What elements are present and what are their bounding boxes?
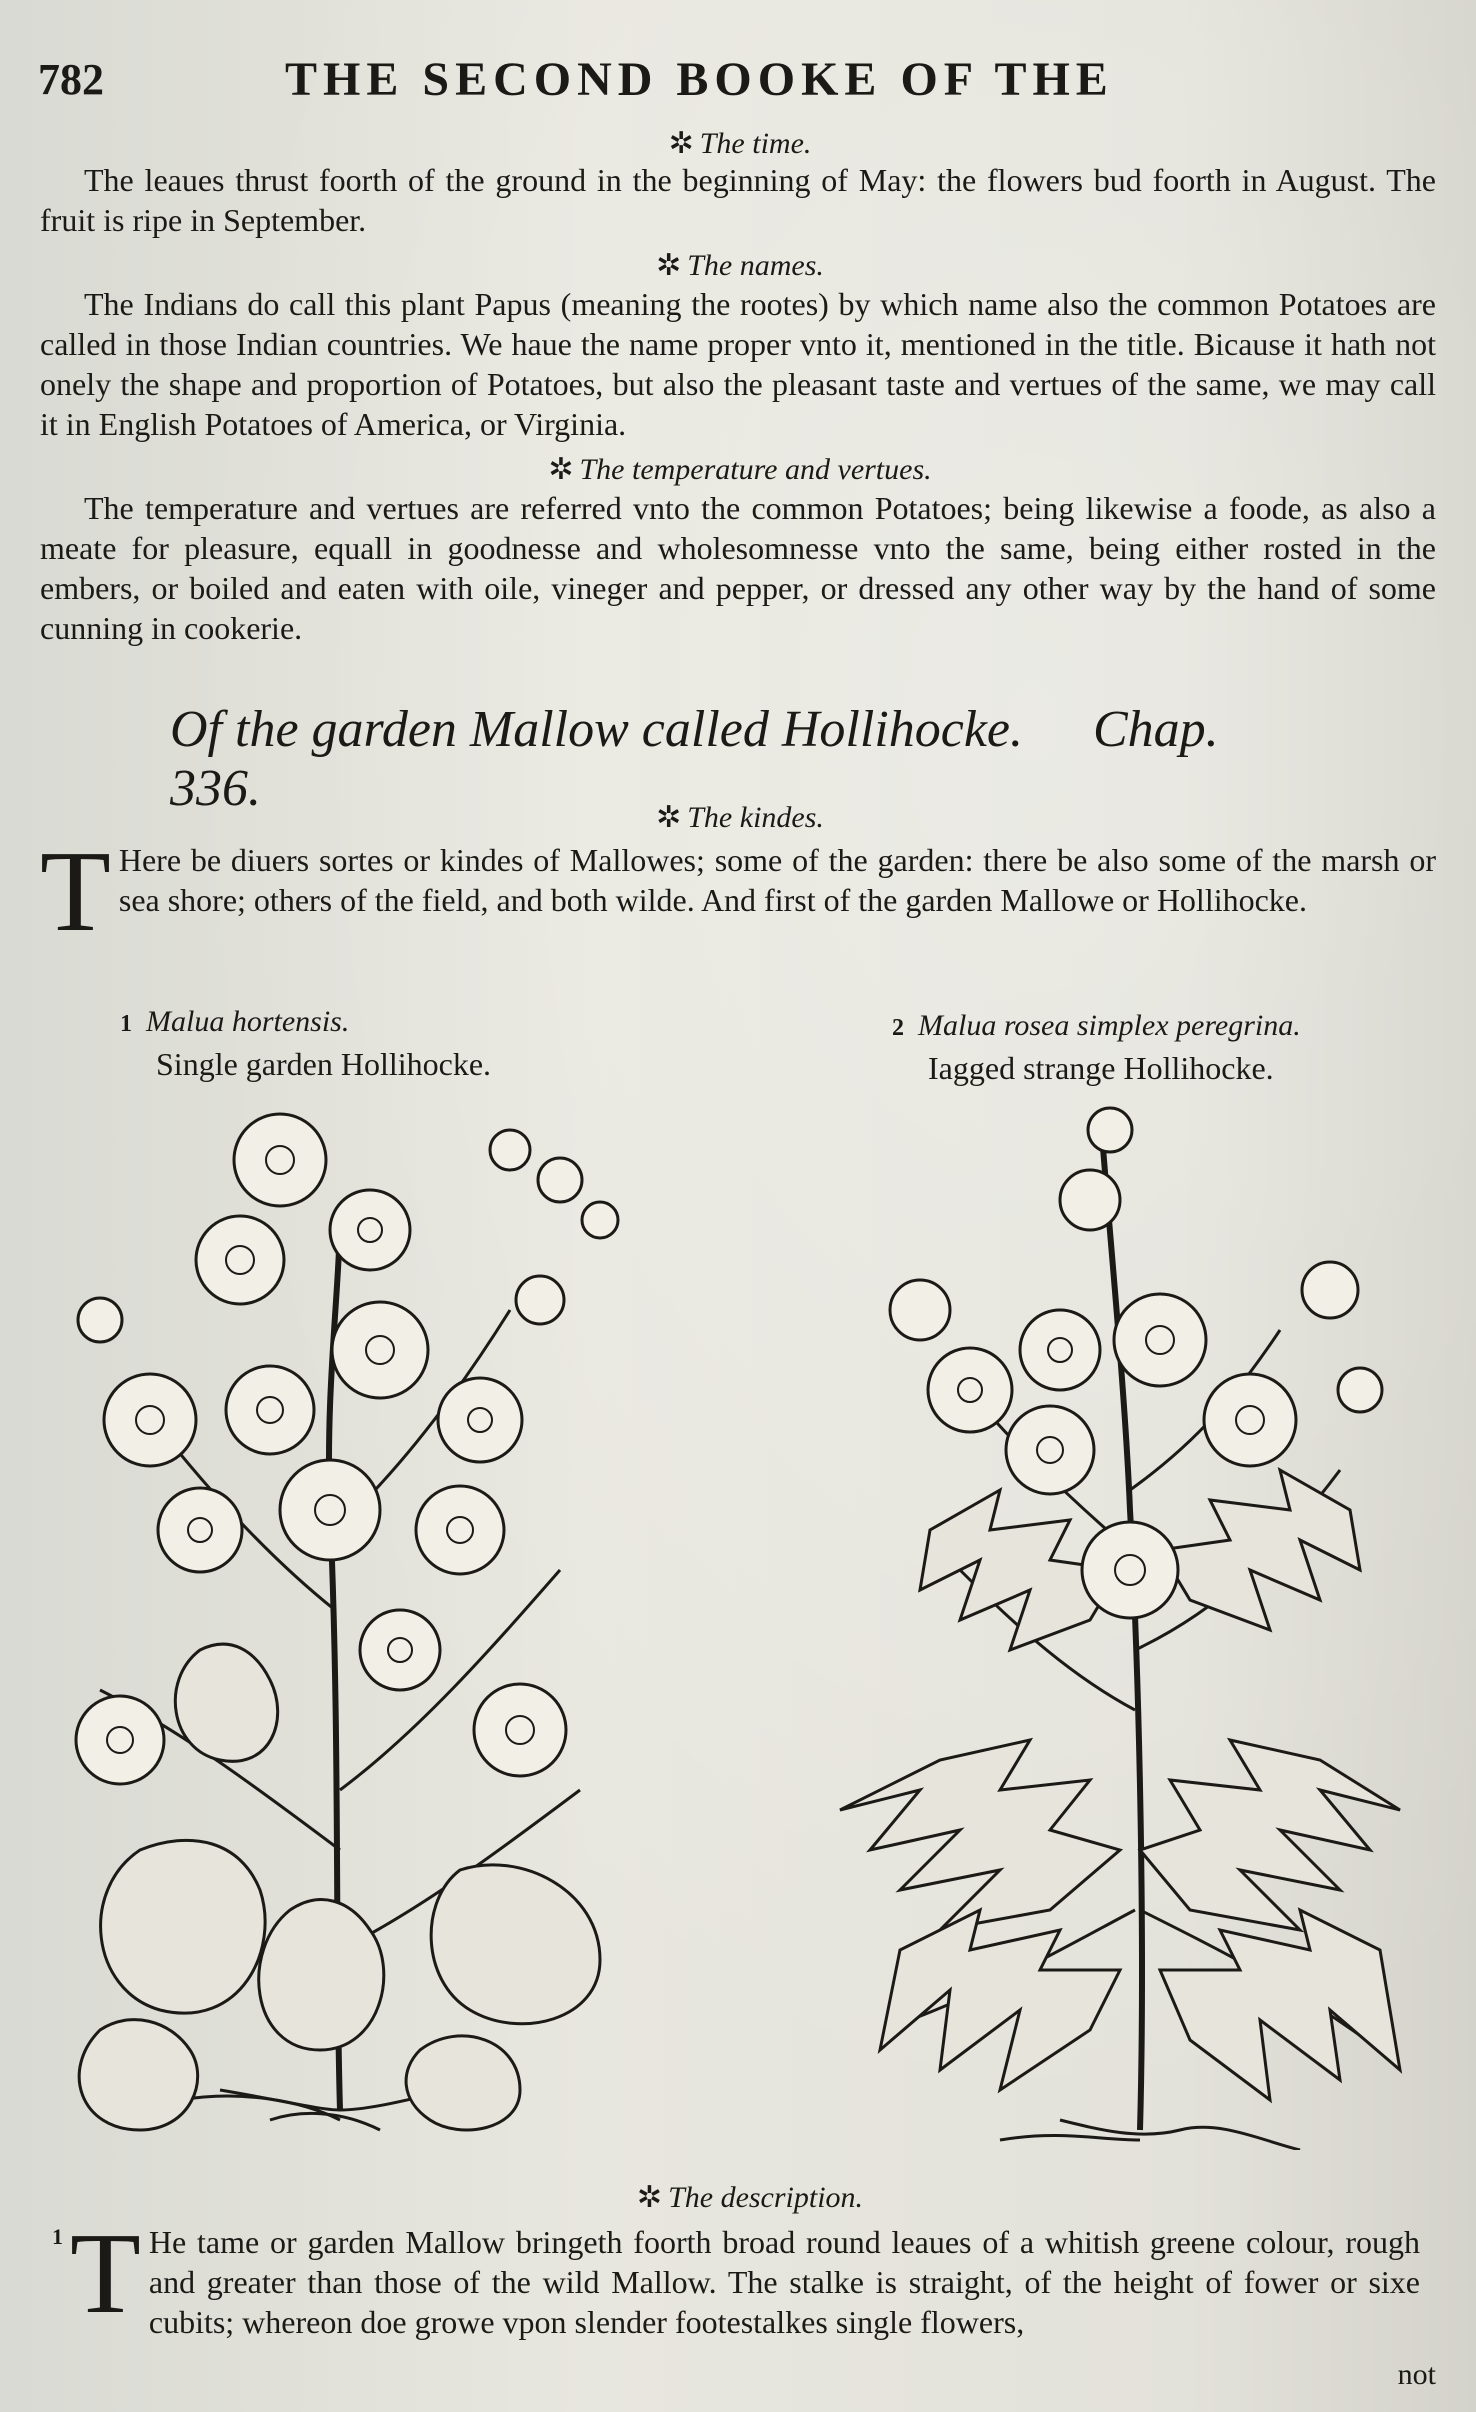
figure-2-caption: [892, 1004, 1452, 1088]
figure-1-caption: [120, 1000, 640, 1084]
chapter-title: Of the garden Mallow called Hollihocke.: [170, 701, 1023, 758]
temperature-heading-text: The temperature and vertues.: [579, 453, 932, 486]
names-paragraph: The Indians do call this plant Papus (meaning the rootes) by which name also the common Potatoes are called in those Indian countries. We haue the name proper vnto it, mentioned in the title. Bicause it hath not onely the shape and proportion of Potatoes, but also the pleasant taste and vertues of the same, we may call it in English Potatoes of America, or Virginia.: [40, 286, 1436, 442]
kindes-text: Here be diuers sortes or kindes of Mallowes; some of the garden: there be also some of the marsh or sea shore; others of the field, and both wilde. And first of the garden Mallowe or Hollihocke.: [118, 842, 1436, 918]
description-text: He tame or garden Mallow bringeth foorth broad round leaues of a whitish greene colour, rough and greater than those of the wild Mallow. The stalke is straight, of the height of fower or sixe cubits; whereon doe growe vpon slender footestalkes single flowers,: [148, 2224, 1420, 2340]
figure-1-latin: Malua hortensis.: [146, 1005, 350, 1038]
temperature-paragraph: The temperature and vertues are referred vnto the common Potatoes; being likewise a foode, as also a meate for pleasure, equall in goodnesse and wholesomnesse vnto the same, being either rosted in the embers, or boiled and eaten with oile, vineger and pepper, or dressed any other way by the hand of some cunning in cookerie.: [40, 490, 1436, 646]
chapter-number: Chap. 336.: [170, 701, 1219, 817]
figure-2-latin: Malua rosea simplex peregrina.: [918, 1009, 1301, 1042]
description-paragraph: [70, 2210, 1420, 2342]
ornament-icon: ✲: [548, 453, 574, 486]
ornament-icon: ✲: [656, 801, 682, 834]
time-paragraph: The leaues thrust foorth of the ground in the beginning of May: the flowers bud foorth in August. The fruit is ripe in September.: [40, 162, 1436, 238]
jagged-hollihocke-woodcut-illustration: [800, 1090, 1440, 2150]
figure-1-english: Single garden Hollihocke.: [156, 1046, 492, 1082]
names-heading-text: The names.: [687, 249, 824, 282]
kindes-paragraph: [40, 828, 1436, 956]
figure-2-number: 2: [892, 1015, 904, 1041]
catchword: not: [1397, 2358, 1436, 2391]
names-heading: [500, 248, 980, 283]
temperature-heading: [380, 452, 1100, 487]
hollihocke-woodcut-illustration: [40, 1090, 680, 2150]
kindes-heading-text: The kindes.: [687, 801, 824, 834]
ornament-icon: ✲: [636, 2181, 663, 2214]
figure-2-english: Iagged strange Hollihocke.: [928, 1050, 1274, 1086]
drop-cap: T: [40, 828, 111, 956]
figure-1-number: 1: [120, 1011, 132, 1037]
description-marker: 1: [52, 2224, 63, 2249]
time-heading-text: The time.: [699, 127, 812, 160]
page-number: 782: [38, 55, 104, 104]
kindes-heading: [520, 800, 960, 835]
ornament-icon: ✲: [656, 249, 682, 282]
running-title: THE SECOND BOOKE OF THE: [285, 53, 1114, 106]
description-drop-cap: T: [70, 2210, 141, 2338]
time-heading: [500, 126, 980, 161]
description-heading-text: The description.: [668, 2181, 864, 2214]
ornament-icon: ✲: [668, 127, 694, 160]
description-heading: [540, 2180, 960, 2215]
